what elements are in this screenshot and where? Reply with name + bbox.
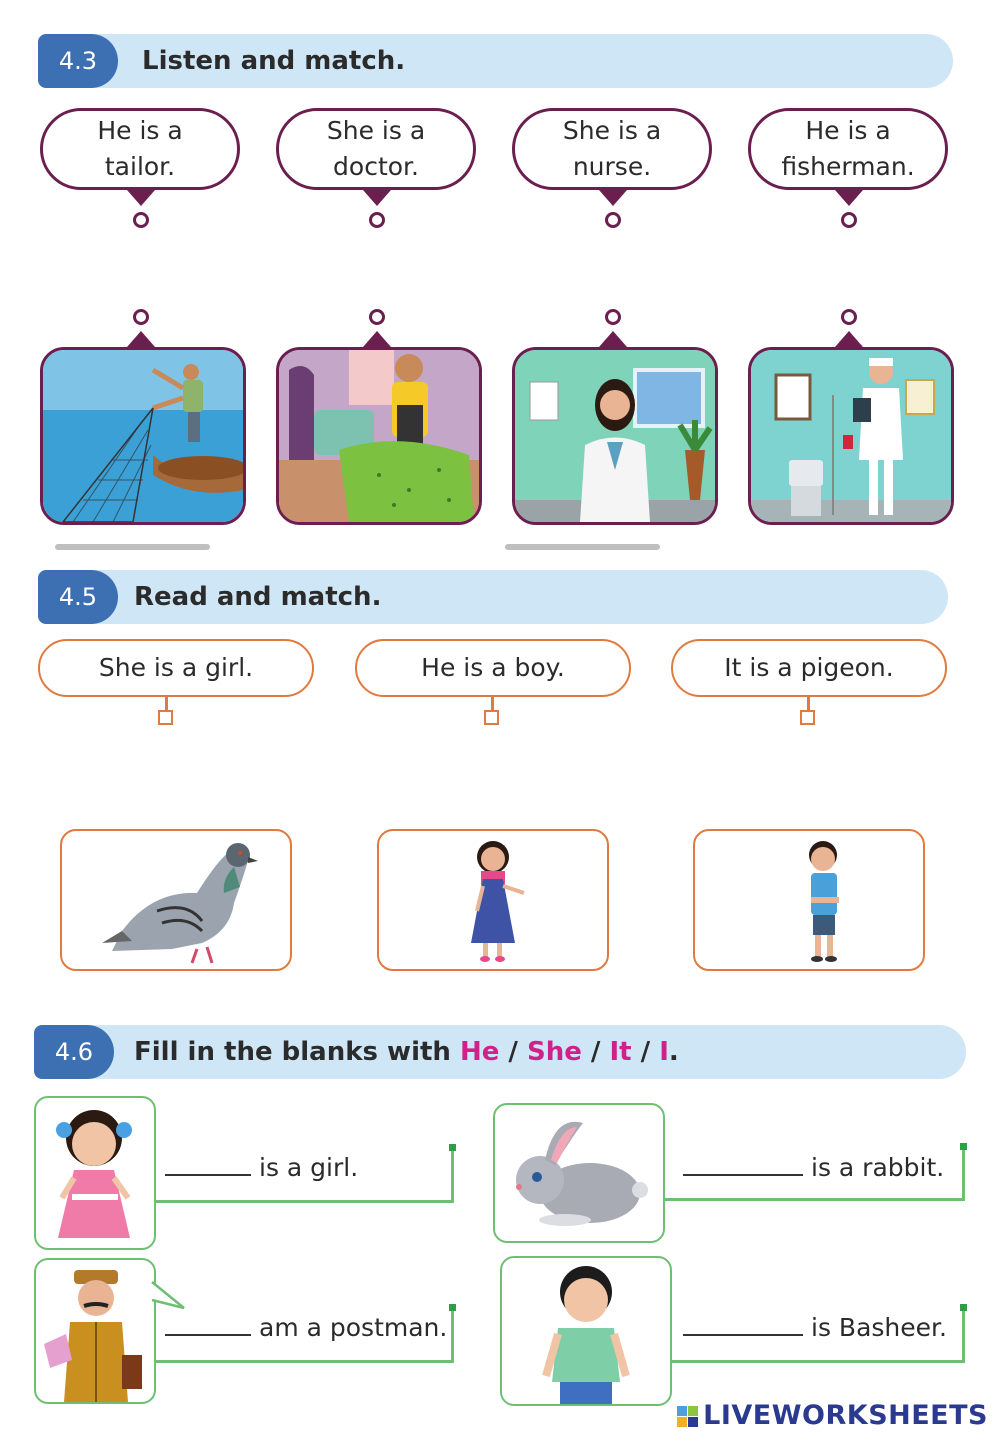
connector-tab <box>363 190 391 206</box>
match-square[interactable] <box>158 710 173 725</box>
connector-stem <box>165 697 168 711</box>
divider-shadow <box>505 544 660 550</box>
section-number: 4.5 <box>38 570 118 624</box>
match-dot[interactable] <box>605 212 621 228</box>
section-number: 4.6 <box>34 1025 114 1079</box>
nurse-picture <box>748 347 954 525</box>
section-title: Read and match. <box>134 582 382 612</box>
sentence-line: fisherman. <box>781 152 915 181</box>
connector-tab <box>127 190 155 206</box>
sentence-bubble <box>512 108 712 190</box>
section-4-3-header <box>38 34 953 88</box>
match-dot[interactable] <box>369 309 385 325</box>
match-square[interactable] <box>484 710 499 725</box>
option-separator: / <box>499 1037 527 1067</box>
connector-line <box>962 1147 965 1200</box>
sentence-text: is a girl. <box>259 1153 359 1182</box>
doctor-picture <box>512 347 718 525</box>
connector-tab <box>363 331 391 347</box>
sentence-pill: She is a girl. <box>38 639 314 697</box>
match-square[interactable] <box>800 710 815 725</box>
postman-picture <box>34 1258 156 1404</box>
match-dot[interactable] <box>133 309 149 325</box>
connector-line <box>672 1360 965 1363</box>
option-he: He <box>459 1037 500 1067</box>
connector-tab <box>127 331 155 347</box>
sentence-line: nurse. <box>572 152 652 181</box>
connector-line <box>451 1308 454 1362</box>
option-i: I <box>659 1037 669 1067</box>
divider-shadow <box>55 544 210 550</box>
match-dot[interactable] <box>841 212 857 228</box>
match-dot[interactable] <box>605 309 621 325</box>
connector-stem <box>807 697 810 711</box>
connector-line <box>156 1360 454 1363</box>
watermark-text: LIVEWORKSHEETS <box>703 1400 988 1431</box>
sentence-line: He is a <box>805 116 891 145</box>
section-title: Listen and match. <box>142 46 406 76</box>
boy-picture <box>500 1256 672 1406</box>
sentence-pill: It is a pigeon. <box>671 639 947 697</box>
boy-picture <box>693 829 925 971</box>
connector-line <box>156 1200 454 1203</box>
sentence-line: He is a <box>97 116 183 145</box>
connector-line <box>665 1198 965 1201</box>
section-title <box>134 1025 679 1079</box>
match-dot[interactable] <box>841 309 857 325</box>
tailor-picture <box>276 347 482 525</box>
girl-picture <box>34 1096 156 1250</box>
liveworksheets-logo-icon <box>677 1406 699 1428</box>
fisherman-picture <box>40 347 246 525</box>
match-dot[interactable] <box>133 212 149 228</box>
option-she: She <box>526 1037 582 1067</box>
sentence-bubble <box>748 108 948 190</box>
sentence-line: doctor. <box>333 152 419 181</box>
line-end-marker <box>449 1144 456 1151</box>
blank-input[interactable] <box>683 1312 803 1336</box>
connector-line <box>962 1308 965 1362</box>
pigeon-picture <box>60 829 292 971</box>
section-number: 4.3 <box>38 34 118 88</box>
connector-tab <box>835 190 863 206</box>
blank-input[interactable] <box>683 1152 803 1176</box>
girl-picture <box>377 829 609 971</box>
line-end-marker <box>449 1304 456 1311</box>
section-4-6-header <box>34 1025 966 1079</box>
sentence-bubble <box>40 108 240 190</box>
sentence-text: is Basheer. <box>811 1313 947 1342</box>
match-dot[interactable] <box>369 212 385 228</box>
fill-sentence <box>683 1152 944 1182</box>
sentence-line: She is a <box>562 116 662 145</box>
watermark <box>677 1400 988 1431</box>
sentence-pill: He is a boy. <box>355 639 631 697</box>
title-suffix: . <box>668 1037 679 1067</box>
section-4-5-header <box>38 570 948 624</box>
line-end-marker <box>960 1304 967 1311</box>
connector-stem <box>491 697 494 711</box>
connector-tab <box>599 190 627 206</box>
sentence-bubble <box>276 108 476 190</box>
connector-tab <box>599 331 627 347</box>
title-prefix: Fill in the blanks with <box>134 1037 460 1067</box>
sentence-text: am a postman. <box>259 1313 448 1342</box>
line-end-marker <box>960 1143 967 1150</box>
fill-sentence <box>683 1312 947 1342</box>
blank-input[interactable] <box>165 1152 251 1176</box>
rabbit-picture <box>493 1103 665 1243</box>
speech-tail <box>150 1280 188 1310</box>
sentence-line: tailor. <box>104 152 176 181</box>
connector-tab <box>835 331 863 347</box>
option-separator: / <box>631 1037 660 1067</box>
sentence-text: is a rabbit. <box>811 1153 945 1182</box>
fill-sentence <box>165 1312 447 1342</box>
sentence-line: She is a <box>326 116 426 145</box>
blank-input[interactable] <box>165 1312 251 1336</box>
option-separator: / <box>581 1037 610 1067</box>
option-it: It <box>609 1037 632 1067</box>
connector-line <box>451 1148 454 1202</box>
fill-sentence <box>165 1152 358 1182</box>
